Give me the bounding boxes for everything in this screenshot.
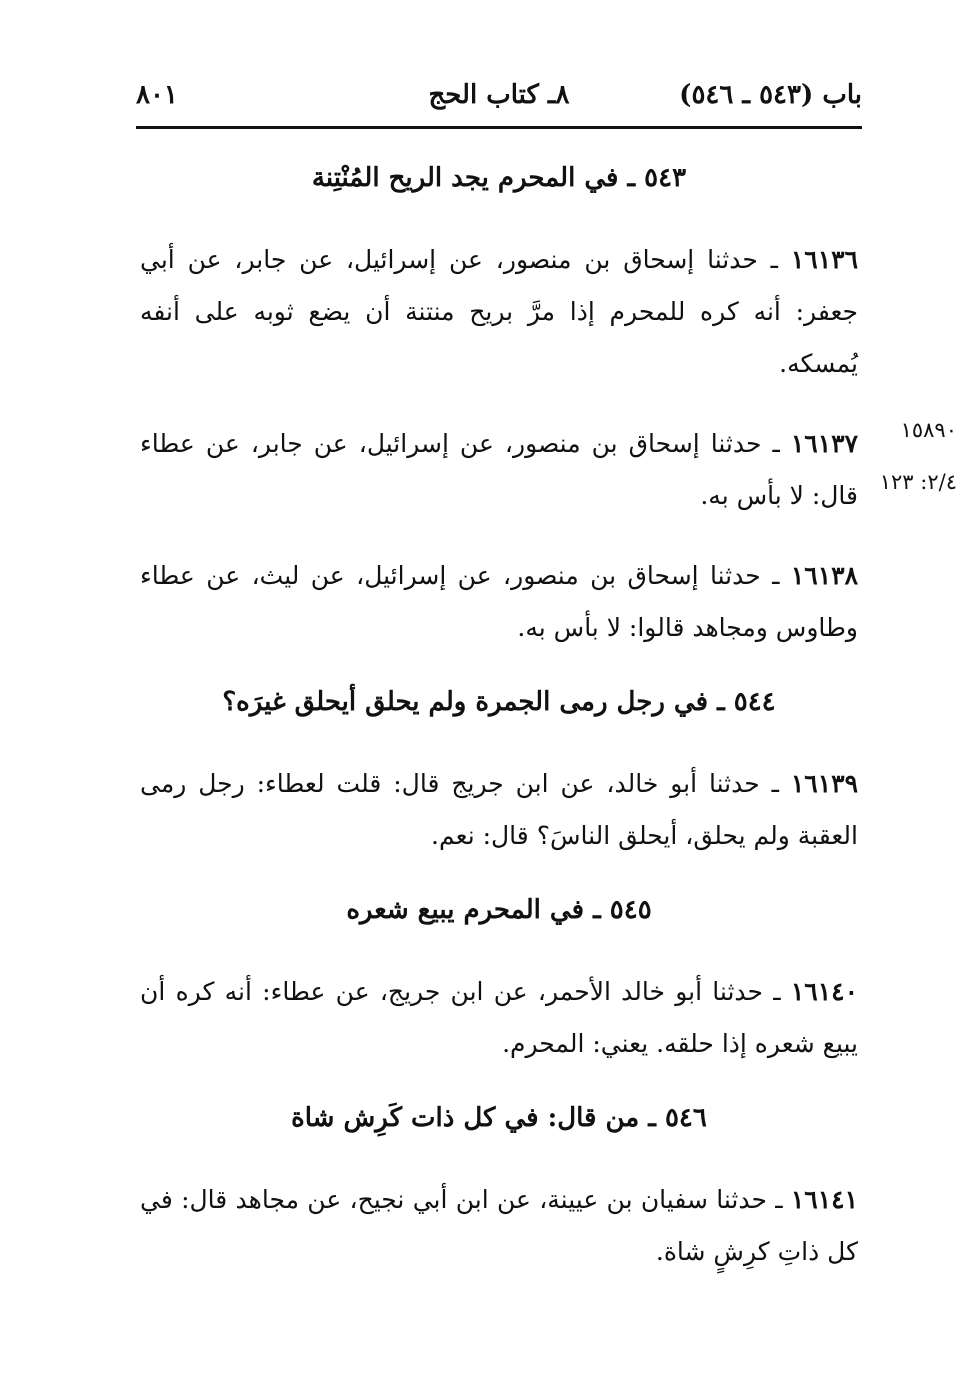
page-content (140, 150, 858, 1306)
book-title: ٨ـ كتاب الحج (428, 80, 570, 110)
hadith-number: ١٦١٣٨ (790, 561, 858, 590)
hadith-entry (140, 418, 858, 522)
chapter-title: ٥٤٤ ـ في رجل رمى الجمرة ولم يحلق أيحلق غيرَه؟ (222, 687, 776, 717)
hadith-number: ١٦١٤٠ (790, 977, 858, 1006)
hadith-text: ـ حدثنا أبو خالد الأحمر، عن ابن جريج، عن عطاء: أنه كره أن يبيع شعره إذا حلقه. يعني: المحرم. (140, 977, 858, 1058)
hadith-number: ١٦١٣٧ (790, 429, 858, 458)
hadith-text: ـ حدثنا أبو خالد، عن ابن جريج قال: قلت لعطاء: رجل رمى العقبة ولم يحلق، أيحلق الناسَ؟ قال: نعم. (140, 769, 858, 850)
chapter-range: باب (٥٤٣ ـ ٥٤٦) (679, 80, 862, 110)
chapter-title: ٥٤٣ ـ في المحرم يجد الريح المُنْتِنة (311, 163, 687, 193)
page-header (136, 80, 862, 126)
hadith-entry (140, 550, 858, 654)
hadith-text: ـ حدثنا إسحاق بن منصور، عن إسرائيل، عن جابر، عن أبي جعفر: أنه كره للمحرم إذا مرَّ بريح منتنة أن يضع ثوبه على أنفه يُمسكه. (140, 245, 858, 378)
hadith-number: ١٦١٣٦ (790, 245, 858, 274)
hadith-entry (140, 234, 858, 390)
hadith-entry (140, 758, 858, 862)
margin-note-1: ١٥٨٩٠ (900, 418, 957, 442)
hadith-entry (140, 966, 858, 1070)
hadith-entry (140, 1174, 858, 1278)
margin-note-2: ٢/٤: ١٢٣ (879, 470, 957, 494)
hadith-text: ـ حدثنا إسحاق بن منصور، عن إسرائيل، عن جابر، عن عطاء قال: لا بأس به. (140, 429, 858, 510)
chapter-title: ٥٤٦ ـ من قال: في كل ذات كَرِش شاة (291, 1103, 707, 1133)
hadith-number: ١٦١٣٩ (790, 769, 858, 798)
chapter-title: ٥٤٥ ـ في المحرم يبيع شعره (346, 895, 652, 925)
page-number: ٨٠١ (136, 80, 178, 110)
hadith-number: ١٦١٤١ (790, 1185, 858, 1214)
hadith-text: ـ حدثنا سفيان بن عيينة، عن ابن أبي نجيح، عن مجاهد قال: في كل ذاتِ كرِشٍ شاة. (140, 1185, 858, 1266)
hadith-text: ـ حدثنا إسحاق بن منصور، عن إسرائيل، عن ليث، عن عطاء وطاوس ومجاهد قالوا: لا بأس به. (140, 561, 858, 642)
header-rule (136, 126, 862, 129)
